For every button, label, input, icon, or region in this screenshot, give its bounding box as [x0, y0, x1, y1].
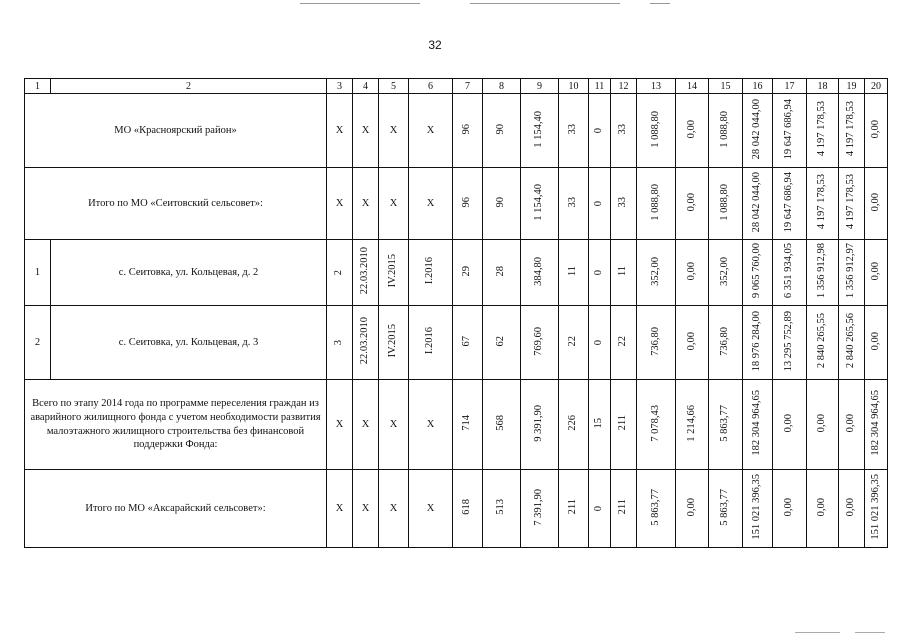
cell-c13: [637, 94, 676, 168]
cell-c6: [409, 306, 453, 380]
table-row: [25, 306, 888, 380]
cell-value: 0,00: [685, 497, 697, 517]
cell-c19: [839, 240, 865, 306]
cell-c4: Х: [353, 470, 379, 548]
cell-c18: [807, 240, 839, 306]
cell-c10: [559, 380, 589, 470]
cell-value: 11: [567, 265, 579, 277]
column-number: 18: [807, 79, 839, 94]
cell-value: 226: [567, 415, 579, 431]
cell-value: 29: [461, 265, 473, 277]
cell-value: 0,00: [869, 192, 881, 212]
column-number: 9: [521, 79, 559, 94]
cell-value: 22: [617, 335, 629, 347]
cell-value: 1 356 912,97: [845, 243, 857, 299]
cell-c11: [589, 306, 611, 380]
cell-value: 1 154,40: [533, 183, 545, 221]
cell-c19: [839, 168, 865, 240]
cell-value: 96: [461, 196, 473, 208]
cell-value: 568: [495, 415, 507, 431]
cell-value: 90: [495, 196, 507, 208]
cell-value: 211: [617, 415, 629, 431]
cell-value: 22: [567, 335, 579, 347]
column-number: 1: [25, 79, 51, 94]
cell-c13: [637, 306, 676, 380]
scan-top-rule: [650, 3, 670, 4]
column-number: 14: [676, 79, 709, 94]
cell-c19: [839, 94, 865, 168]
cell-c15: [709, 168, 743, 240]
cell-value: 11: [617, 265, 629, 277]
cell-value: 33: [617, 196, 629, 208]
column-number: 10: [559, 79, 589, 94]
cell-c9: [521, 380, 559, 470]
table-row: [25, 94, 888, 168]
cell-c18: [807, 306, 839, 380]
cell-value: 4 197 178,53: [845, 101, 857, 157]
cell-c5: Х: [379, 94, 409, 168]
cell-c16: [743, 94, 773, 168]
column-number: 12: [611, 79, 637, 94]
cell-value: 5 863,77: [649, 488, 661, 526]
cell-value: 33: [567, 196, 579, 208]
cell-c3: Х: [327, 94, 353, 168]
scan-top-rule: [300, 3, 420, 4]
cell-c4: Х: [353, 380, 379, 470]
cell-value: 1 154,40: [533, 110, 545, 148]
cell-c6: Х: [409, 380, 453, 470]
cell-value: 2: [333, 269, 345, 275]
cell-value: 13 295 752,89: [783, 310, 795, 372]
cell-c20: [865, 306, 888, 380]
cell-c14: [676, 94, 709, 168]
cell-c15: [709, 240, 743, 306]
cell-value: 9 065 760,00: [751, 243, 763, 299]
cell-value: IV.2015: [387, 254, 399, 288]
cell-c17: [773, 470, 807, 548]
cell-value: 0,00: [685, 261, 697, 281]
cell-value: 1 088,80: [649, 183, 661, 221]
cell-value: 0,00: [845, 413, 857, 433]
cell-c8: [483, 306, 521, 380]
cell-c5: [379, 240, 409, 306]
table-row: [25, 168, 888, 240]
cell-value: 0,00: [845, 497, 857, 517]
cell-value: 0,00: [816, 413, 828, 433]
cell-c7: [453, 470, 483, 548]
cell-c9: [521, 168, 559, 240]
cell-c16: [743, 306, 773, 380]
cell-value: 3: [333, 339, 345, 345]
cell-value: I.2016: [424, 327, 436, 355]
cell-value: 2 840 265,56: [845, 313, 857, 369]
cell-c11: [589, 380, 611, 470]
cell-c17: [773, 94, 807, 168]
cell-value: 15: [593, 417, 605, 429]
cell-c20: [865, 94, 888, 168]
cell-c15: [709, 380, 743, 470]
cell-c10: [559, 240, 589, 306]
cell-c16: [743, 240, 773, 306]
cell-c12: [611, 380, 637, 470]
cell-value: 5 863,77: [719, 404, 731, 442]
cell-c10: [559, 168, 589, 240]
cell-c9: [521, 94, 559, 168]
column-number-row: [25, 79, 888, 94]
row-address: с. Сеитовка, ул. Кольцевая, д. 3: [51, 306, 327, 380]
cell-c5: [379, 306, 409, 380]
cell-c18: [807, 470, 839, 548]
cell-value: 384,80: [533, 256, 545, 286]
cell-value: 18 976 284,00: [751, 310, 763, 372]
column-number: 17: [773, 79, 807, 94]
table-row: [25, 470, 888, 548]
cell-c7: [453, 240, 483, 306]
cell-value: 1 088,80: [649, 110, 661, 148]
cell-c16: [743, 380, 773, 470]
page-number: 32: [428, 38, 442, 52]
cell-c8: [483, 380, 521, 470]
cell-c17: [773, 168, 807, 240]
cell-value: 67: [461, 335, 473, 347]
cell-value: 33: [617, 123, 629, 135]
column-number: 5: [379, 79, 409, 94]
column-number: 11: [589, 79, 611, 94]
cell-value: 0: [593, 505, 605, 511]
cell-value: 769,60: [533, 326, 545, 356]
cell-value: 0,00: [869, 119, 881, 139]
cell-c4: [353, 240, 379, 306]
cell-c11: [589, 168, 611, 240]
cell-c14: [676, 380, 709, 470]
scan-top-rule: [470, 3, 620, 4]
cell-c13: [637, 240, 676, 306]
row-label: МО «Красноярский район»: [25, 94, 327, 168]
cell-c12: [611, 240, 637, 306]
cell-value: 28 042 044,00: [751, 98, 763, 160]
cell-value: 211: [567, 499, 579, 515]
cell-value: 736,80: [719, 326, 731, 356]
cell-value: 4 197 178,53: [816, 101, 828, 157]
cell-c17: [773, 240, 807, 306]
cell-c5: Х: [379, 380, 409, 470]
cell-c15: [709, 470, 743, 548]
cell-c20: [865, 240, 888, 306]
cell-value: 513: [495, 499, 507, 515]
cell-c13: [637, 168, 676, 240]
cell-value: 0,00: [783, 413, 795, 433]
cell-c6: Х: [409, 168, 453, 240]
cell-c7: [453, 306, 483, 380]
cell-c19: [839, 306, 865, 380]
cell-c13: [637, 470, 676, 548]
cell-c11: [589, 94, 611, 168]
row-number: 2: [25, 306, 51, 380]
cell-value: 28: [495, 265, 507, 277]
cell-value: 5 863,77: [719, 488, 731, 526]
column-number: 13: [637, 79, 676, 94]
cell-value: 182 304 964,65: [869, 390, 881, 456]
cell-value: 22.03.2010: [359, 247, 371, 295]
cell-value: 28 042 044,00: [751, 171, 763, 233]
column-number: 19: [839, 79, 865, 94]
cell-c3: Х: [327, 380, 353, 470]
cell-value: 182 304 964,65: [751, 390, 763, 456]
cell-value: 0,00: [783, 497, 795, 517]
cell-c9: [521, 470, 559, 548]
column-number: 15: [709, 79, 743, 94]
cell-c6: Х: [409, 94, 453, 168]
cell-c18: [807, 94, 839, 168]
cell-value: 96: [461, 123, 473, 135]
column-number: 2: [51, 79, 327, 94]
row-address: с. Сеитовка, ул. Кольцевая, д. 2: [51, 240, 327, 306]
cell-value: 1 088,80: [719, 183, 731, 221]
cell-value: 33: [567, 123, 579, 135]
row-number: 1: [25, 240, 51, 306]
cell-value: 4 197 178,53: [845, 174, 857, 230]
cell-value: 7 391,90: [533, 488, 545, 526]
cell-value: 0,00: [685, 192, 697, 212]
cell-c3: [327, 240, 353, 306]
cell-c9: [521, 306, 559, 380]
cell-c10: [559, 306, 589, 380]
cell-value: 90: [495, 123, 507, 135]
cell-value: 0: [593, 269, 605, 275]
column-number: 16: [743, 79, 773, 94]
cell-c18: [807, 168, 839, 240]
resettlement-table: [24, 78, 888, 548]
cell-value: 7 078,43: [649, 404, 661, 442]
cell-value: 62: [495, 335, 507, 347]
cell-value: 0,00: [685, 331, 697, 351]
cell-c6: Х: [409, 470, 453, 548]
column-number: 4: [353, 79, 379, 94]
cell-value: 4 197 178,53: [816, 174, 828, 230]
cell-value: 151 021 396,35: [751, 474, 763, 540]
cell-c11: [589, 470, 611, 548]
cell-c8: [483, 240, 521, 306]
cell-value: 19 647 686,94: [783, 171, 795, 233]
cell-c14: [676, 168, 709, 240]
cell-c3: Х: [327, 470, 353, 548]
cell-value: I.2016: [424, 257, 436, 285]
cell-value: 0: [593, 200, 605, 206]
cell-c20: [865, 380, 888, 470]
cell-value: 0,00: [816, 497, 828, 517]
cell-c3: [327, 306, 353, 380]
cell-c10: [559, 94, 589, 168]
cell-value: IV.2015: [387, 324, 399, 358]
cell-c12: [611, 168, 637, 240]
cell-value: 19 647 686,94: [783, 98, 795, 160]
cell-c8: [483, 168, 521, 240]
cell-c16: [743, 168, 773, 240]
cell-c11: [589, 240, 611, 306]
cell-c10: [559, 470, 589, 548]
cell-c4: [353, 306, 379, 380]
column-number: 6: [409, 79, 453, 94]
column-number: 20: [865, 79, 888, 94]
scan-bottom-rule: [795, 632, 840, 633]
cell-c16: [743, 470, 773, 548]
cell-c19: [839, 470, 865, 548]
cell-c4: Х: [353, 94, 379, 168]
cell-value: 9 391,90: [533, 404, 545, 442]
cell-c18: [807, 380, 839, 470]
cell-value: 736,80: [649, 326, 661, 356]
column-number: 8: [483, 79, 521, 94]
cell-c7: [453, 94, 483, 168]
cell-value: 1 088,80: [719, 110, 731, 148]
cell-c13: [637, 380, 676, 470]
cell-c5: Х: [379, 168, 409, 240]
cell-value: 0,00: [685, 119, 697, 139]
cell-c12: [611, 470, 637, 548]
cell-c15: [709, 306, 743, 380]
cell-value: 0: [593, 339, 605, 345]
cell-value: 1 356 912,98: [816, 243, 828, 299]
cell-c20: [865, 168, 888, 240]
cell-c14: [676, 306, 709, 380]
column-number: 3: [327, 79, 353, 94]
cell-value: 0,00: [869, 331, 881, 351]
cell-c8: [483, 470, 521, 548]
cell-c8: [483, 94, 521, 168]
cell-c3: Х: [327, 168, 353, 240]
cell-value: 618: [461, 499, 473, 515]
cell-c4: Х: [353, 168, 379, 240]
cell-value: 352,00: [719, 256, 731, 286]
cell-value: 6 351 934,05: [783, 243, 795, 299]
cell-c19: [839, 380, 865, 470]
table-row: [25, 240, 888, 306]
cell-value: 22.03.2010: [359, 317, 371, 365]
cell-value: 0,00: [869, 261, 881, 281]
row-label: Итого по МО «Аксарайский сельсовет»:: [25, 470, 327, 548]
cell-value: 2 840 265,55: [816, 313, 828, 369]
row-label: Итого по МО «Сеитовский сельсовет»:: [25, 168, 327, 240]
cell-c17: [773, 306, 807, 380]
row-label: Всего по этапу 2014 года по программе переселения граждан из аварийного жилищного фонда с учетом необходимости развития малоэтажного жилищного строительства без финансовой поддержки Фонда:: [25, 380, 327, 470]
scan-bottom-rule: [855, 632, 885, 633]
cell-c17: [773, 380, 807, 470]
cell-c7: [453, 380, 483, 470]
cell-c5: Х: [379, 470, 409, 548]
cell-c20: [865, 470, 888, 548]
cell-value: 151 021 396,35: [869, 474, 881, 540]
cell-value: 1 214,66: [685, 404, 697, 442]
cell-value: 211: [617, 499, 629, 515]
cell-c12: [611, 94, 637, 168]
cell-value: 0: [593, 127, 605, 133]
cell-c15: [709, 94, 743, 168]
cell-c14: [676, 470, 709, 548]
cell-value: 352,00: [649, 256, 661, 286]
column-number: 7: [453, 79, 483, 94]
cell-c9: [521, 240, 559, 306]
cell-value: 714: [461, 415, 473, 431]
cell-c14: [676, 240, 709, 306]
table-row: [25, 380, 888, 470]
cell-c12: [611, 306, 637, 380]
cell-c7: [453, 168, 483, 240]
cell-c6: [409, 240, 453, 306]
